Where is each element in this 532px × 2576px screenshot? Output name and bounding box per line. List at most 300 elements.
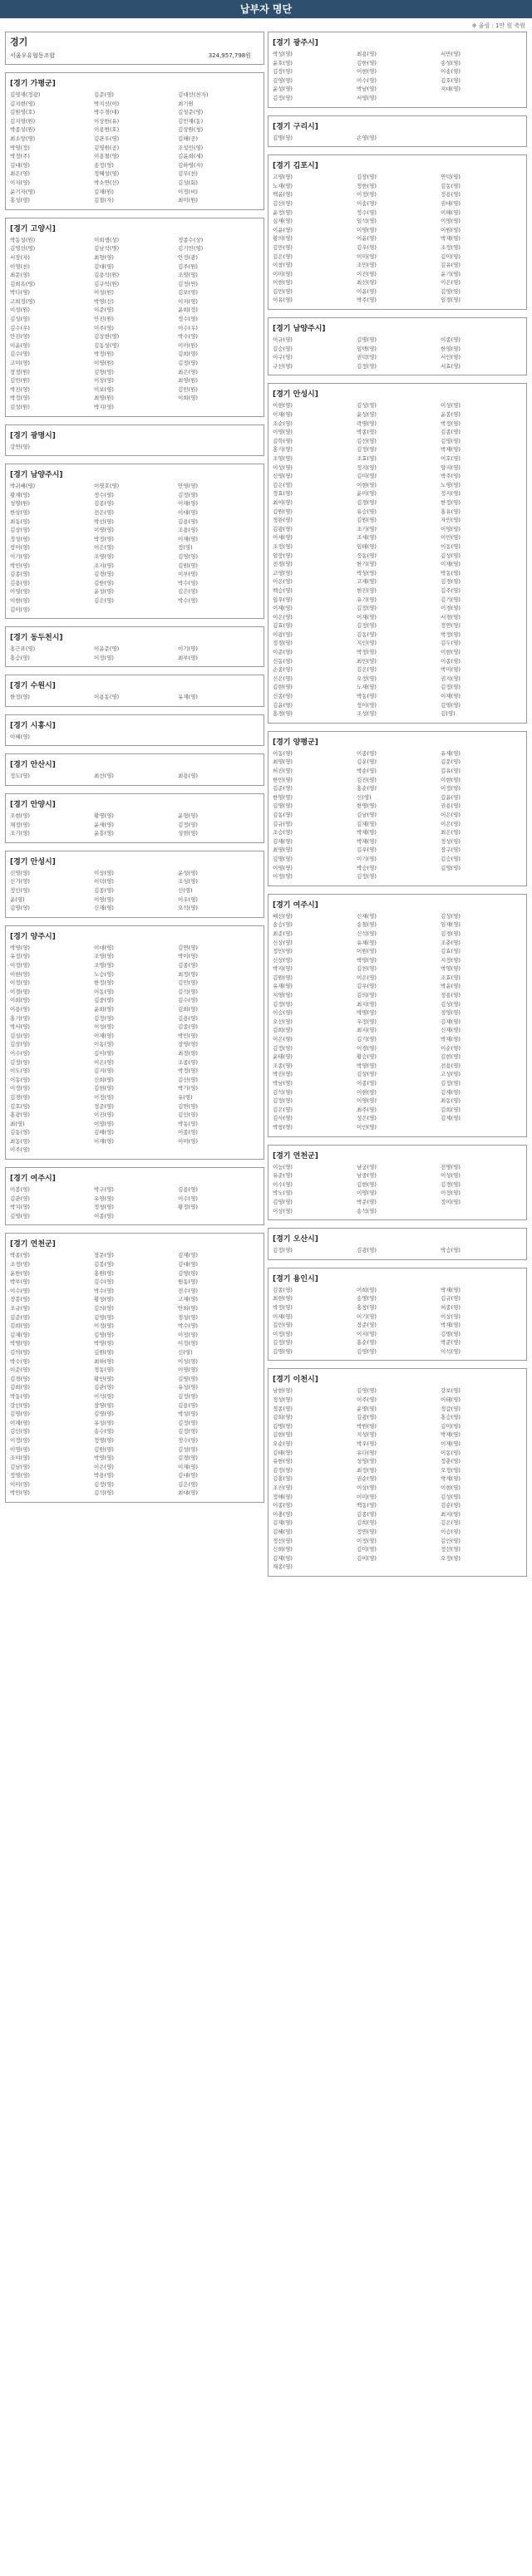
donor-name: 김명(영) (441, 1330, 461, 1337)
donor-name: 이은(영) (441, 279, 461, 287)
donor-name: 김영(영) (178, 552, 198, 560)
donor-name: 이정(영) (94, 1093, 114, 1101)
donor-name: 이현(영) (357, 68, 377, 76)
donor-name: 이미(영) (178, 1137, 198, 1145)
donor-name: 김종(영) (178, 962, 198, 969)
donor-name: 최하(영) (94, 1357, 114, 1365)
donor-name: 정영(영) (10, 1472, 30, 1479)
donor-name: 김영(영) (94, 1411, 114, 1418)
donor-name: 윤희(영) (94, 1005, 114, 1013)
region-title: [경기 구리시] (273, 122, 318, 131)
donor-name: 신재(영) (357, 912, 377, 920)
name-list (6, 943, 264, 1159)
donor-name: 김영(영) (441, 864, 461, 871)
donor-name: 이윤(영) (357, 287, 377, 295)
donor-name: 정혜성(영) (94, 170, 120, 178)
region-section (5, 424, 264, 457)
donor-name: 송철(영) (357, 921, 377, 929)
donor-name: 유한(영) (273, 1458, 293, 1465)
special-label: 서울우유협동조합 (10, 52, 56, 59)
donor-name: 이미(원) (178, 341, 198, 349)
donor-name: 이채(영) (178, 500, 198, 508)
donor-name: 이영호(영) (94, 483, 120, 490)
donor-name: 이현(영) (441, 649, 461, 656)
donor-name: 박정(영) (357, 649, 377, 656)
donor-name: 박민(영) (178, 1032, 198, 1039)
donor-name: 장구(영) (441, 846, 461, 854)
donor-name: 홍순(영) (357, 785, 377, 792)
donor-name: 임석(영) (357, 218, 377, 225)
donor-name: 이은(영) (441, 811, 461, 818)
donor-name: 김수(영) (178, 997, 198, 1004)
donor-name: 최기원 (178, 100, 194, 107)
donor-name: 박수(영) (178, 579, 198, 586)
donor-name: 이수(영) (178, 1195, 198, 1202)
donor-name: 임경(영) (441, 297, 461, 304)
donor-name: 이영(영) (10, 588, 30, 596)
donor-name: 한정(영) (94, 979, 114, 987)
region-section (5, 753, 264, 786)
donor-name: 홍순(영) (357, 1339, 377, 1347)
donor-name: 서인(영) (441, 354, 461, 361)
donor-name: 홍기(영) (10, 1014, 30, 1022)
donor-name: 김상(영) (10, 527, 30, 534)
donor-name: 서영(영) (357, 94, 377, 101)
donor-name: 조세(영) (357, 534, 377, 542)
donor-name: 김영선(영) (10, 245, 36, 253)
donor-name: 최영(원) (94, 395, 114, 402)
donor-name: 김주(영) (441, 586, 461, 594)
donor-name: 이은(영) (94, 1058, 114, 1066)
donor-name: 최민(영) (357, 657, 377, 665)
donor-name: 김봉(영) (94, 1261, 114, 1268)
donor-name: 전명(영) (441, 1163, 461, 1170)
donor-name: 김윤희(세) (178, 153, 204, 160)
donor-name: 김정(영) (10, 1058, 30, 1066)
donor-name: 김혜(영) (273, 1528, 293, 1535)
donor-name: 박승(영) (441, 1247, 461, 1254)
donor-name: 김성(영) (357, 402, 377, 410)
donor-name: 김효(영) (441, 948, 461, 955)
donor-name: 이영(영) (273, 429, 293, 436)
donor-name: 김영(영) (10, 905, 30, 912)
donor-name: 김정(영) (273, 1097, 293, 1105)
donor-name: 김희(영) (441, 1106, 461, 1113)
donor-name: 이종(영) (178, 1129, 198, 1136)
donor-name: 이은(영) (357, 974, 377, 981)
donor-name: 이은(영) (94, 1463, 114, 1470)
donor-name: 김지(영) (94, 1067, 114, 1075)
region-section (5, 793, 264, 843)
donor-name: 최소망(영) (10, 135, 36, 142)
donor-name: 김진(영) (357, 776, 377, 783)
donor-name: 김현(영) (273, 684, 293, 691)
donor-name: 한명(영) (357, 802, 377, 810)
donor-name: 이성(영) (441, 1172, 461, 1180)
name-list (268, 172, 526, 309)
donor-name: 이재(영) (441, 561, 461, 568)
donor-name: 김미(영) (441, 1422, 461, 1430)
donor-name: 자민(영) (441, 517, 461, 524)
donor-name: 임우(영) (273, 596, 293, 603)
donor-name: 김정(영) (178, 491, 198, 498)
donor-name: 한영(영) (441, 345, 461, 352)
donor-name: 김성(영) (10, 316, 30, 323)
donor-name: 이인(영) (357, 1123, 377, 1131)
donor-name: 김정(영) (178, 1392, 198, 1400)
region-section (5, 464, 264, 619)
donor-name: 이대(영) (94, 944, 114, 951)
donor-name: 박명(영) (357, 1009, 377, 1017)
donor-name: 김유(영) (441, 768, 461, 774)
donor-name: 김민(영) (273, 1322, 293, 1329)
donor-name: 이영(영) (357, 226, 377, 233)
donor-name: 최용(영) (357, 51, 377, 57)
donor-name: 박성(영) (178, 1411, 198, 1418)
name-list (6, 442, 264, 456)
donor-name: 김효(영) (273, 622, 293, 630)
donor-name: 이현(영) (441, 776, 461, 783)
name-list (6, 1250, 264, 1502)
donor-name: 안정(광) (178, 253, 198, 261)
donor-name: 안진(원) (94, 316, 114, 323)
donor-name: 조기(영) (357, 525, 377, 532)
donor-name: 윤형(영) (178, 812, 198, 820)
donor-name: 정종(영) (273, 1405, 293, 1412)
donor-name: 이순(영) (441, 1044, 461, 1052)
donor-name: 정(영) (178, 544, 193, 552)
donor-name: 김경(영) (10, 1093, 30, 1101)
donor-name: 박서(영) (10, 1023, 30, 1031)
region-section (268, 1145, 527, 1221)
name-list (6, 868, 264, 917)
donor-name: 고미(영) (10, 360, 30, 367)
donor-name: 정도(영) (10, 773, 30, 780)
donor-name: 최부(영) (178, 654, 198, 661)
donor-name: 전수(영) (178, 1287, 198, 1294)
region-title: [경기 광명시] (10, 431, 56, 440)
donor-name: 신영(영) (10, 869, 30, 876)
donor-name: 박선(영) (94, 518, 114, 525)
donor-name: 김미(영) (357, 1554, 377, 1562)
donor-name: 조춘(영) (441, 939, 461, 946)
donor-name: 김관(영) (94, 1384, 114, 1391)
donor-name: 조성민(영) (178, 144, 204, 151)
name-list (6, 811, 264, 842)
donor-name: 이윤(영) (10, 341, 30, 349)
donor-name: 이지(영) (178, 297, 198, 305)
region-section (268, 731, 527, 886)
donor-name: 정완(영) (273, 517, 293, 524)
donor-name: 이경(영) (357, 1044, 377, 1052)
donor-name: 홍성(영) (10, 197, 30, 204)
donor-name: 안희(영) (178, 1305, 198, 1312)
donor-name: 김종(영) (94, 500, 114, 508)
donor-name: 김경(영) (10, 1375, 30, 1382)
name-list (6, 771, 264, 785)
donor-name: 이재(영) (273, 605, 293, 612)
name-list (268, 49, 526, 107)
donor-name: 정민(영) (273, 948, 293, 955)
donor-name: 최동(영) (10, 518, 30, 525)
donor-name: 김희(영) (273, 1414, 293, 1421)
donor-name: 이윤(영) (357, 235, 377, 243)
donor-name: 윤성(영) (178, 869, 198, 876)
donor-name: 김민(원) (10, 377, 30, 385)
donor-name: 이현(영) (10, 596, 30, 604)
donor-name: 정해(영) (273, 1493, 293, 1500)
donor-name: 박정(주) (10, 153, 30, 160)
donor-name: 조규(영) (10, 1305, 30, 1312)
donor-name: 박수(영) (10, 1357, 30, 1365)
donor-name: 이창(영) (273, 262, 293, 269)
donor-name: 이능(영) (273, 1163, 293, 1170)
donor-name: 정선(영) (441, 1546, 461, 1553)
donor-name: 이희(영) (357, 1286, 377, 1293)
donor-name: 정동(영) (94, 1367, 114, 1374)
donor-name: 지성(영) (357, 1431, 377, 1439)
donor-name: 김규(영) (273, 820, 293, 827)
donor-name: 김사(영) (273, 1115, 293, 1122)
donor-name: 김정(영) (178, 1419, 198, 1426)
donor-name: 이준(영) (10, 1367, 30, 1374)
donor-name: 권덕(영) (357, 354, 377, 361)
donor-name: 이수(영) (10, 1287, 30, 1294)
donor-name: 정성(영) (441, 837, 461, 845)
donor-name: 김기(영) (441, 596, 461, 603)
donor-name: 김명(영) (273, 134, 293, 141)
donor-name: 정청(영) (94, 1204, 114, 1211)
donor-name: 이정(영) (273, 1330, 293, 1337)
donor-name: 김재(영) (178, 1252, 198, 1259)
donor-name: 김(영) (441, 710, 456, 718)
name-list (6, 732, 264, 746)
donor-name: 이종(영) (441, 336, 461, 344)
donor-name: 김의(영) (94, 1305, 114, 1312)
donor-name: 이상(영) (94, 869, 114, 876)
region-section (5, 32, 264, 65)
donor-name: 김정(영) (178, 1428, 198, 1435)
region-title: [경기 안성시] (273, 390, 318, 400)
region-title: [경기 안양시] (10, 801, 56, 810)
donor-name: 김한(영) (94, 579, 114, 586)
donor-name: 한민(영) (273, 776, 293, 783)
donor-name: 이현(영) (273, 279, 293, 287)
donor-name: 박정(영) (273, 1303, 293, 1311)
donor-name: 최선(영) (94, 773, 114, 780)
donor-name: 박주(영) (441, 473, 461, 480)
donor-name: 박재(영) (441, 1322, 461, 1329)
donor-name: 김지영(원) (10, 117, 36, 125)
region-title: [경기 고양시] (10, 224, 56, 233)
donor-name: 유재(영) (273, 983, 293, 990)
donor-name: 김정(영) (273, 1044, 293, 1052)
donor-name: 유(영) (178, 1093, 193, 1101)
donor-name: 김정(영) (94, 1480, 114, 1488)
donor-name: 안영(영) (178, 483, 198, 490)
donor-name: 김용(영) (178, 518, 198, 525)
donor-name: 홍근표(영) (10, 645, 36, 653)
donor-name: 박동(영) (357, 693, 377, 700)
donor-name: 신(영) (357, 793, 372, 801)
donor-name: 최지(영) (357, 1000, 377, 1008)
donor-name: 이성(원) (10, 307, 30, 314)
donor-name: 성영(영) (357, 1458, 377, 1465)
donor-name: 이종(영) (357, 1080, 377, 1087)
donor-name: 김준(영) (10, 1313, 30, 1321)
donor-name: 김두(영) (441, 640, 461, 647)
donor-name: 이경(영) (10, 988, 30, 995)
donor-name: 이정(영) (357, 191, 377, 199)
donor-name: 박지선(이) (94, 100, 120, 107)
donor-name: 최영(원) (178, 377, 198, 385)
donor-name: 박수(영) (178, 333, 198, 341)
donor-name: 조미(영) (10, 1455, 30, 1462)
donor-name: 박다(영) (10, 289, 30, 297)
donor-name: 권용(영) (441, 802, 461, 810)
donor-name: 김원영(호) (10, 109, 36, 116)
donor-name: 구선(영) (273, 362, 293, 370)
name-list (6, 644, 264, 666)
region-section (5, 1167, 264, 1225)
donor-name: 신상(영) (273, 939, 293, 946)
donor-name: 김정(영) (357, 362, 377, 370)
donor-name: 김상원(청) (178, 126, 204, 134)
donor-name: 김호(영) (10, 1102, 30, 1110)
donor-name: 이은(영) (441, 820, 461, 827)
donor-name: 김상(영) (10, 1041, 30, 1048)
donor-name: 김희옥(영) (10, 280, 36, 287)
donor-name: 김대(영) (94, 263, 114, 270)
donor-name: 유재(영) (357, 939, 377, 946)
donor-name: 박정(영) (178, 1067, 198, 1075)
donor-name: 강보(영) (441, 1387, 461, 1395)
donor-name: 조용(영) (178, 527, 198, 534)
donor-name: 김정(영) (273, 1000, 293, 1008)
donor-name: 정성(영) (10, 535, 30, 542)
donor-name: 김인(영) (441, 1537, 461, 1544)
donor-name: 송성(영) (441, 59, 461, 66)
donor-name: 김경(영) (441, 930, 461, 937)
donor-name: 고재(영) (357, 578, 377, 586)
donor-name: 채종(영) (273, 1563, 293, 1571)
donor-name: 김지현(영) (10, 100, 36, 107)
donor-name: 배선(영) (273, 912, 293, 920)
donor-name: 윤성(영) (273, 86, 293, 93)
region-section (268, 383, 527, 723)
donor-name: 이영(천) (10, 263, 30, 270)
region-section (268, 1228, 527, 1260)
donor-name: 신희(영) (94, 1076, 114, 1083)
donor-name: 이재(영) (178, 535, 198, 542)
donor-name: 김영(영) (357, 1347, 377, 1355)
donor-name: 이영(원) (94, 360, 114, 367)
donor-name: 박진(영) (273, 1071, 293, 1078)
donor-name: 최지(영) (357, 1027, 377, 1034)
donor-name: 최영(영) (273, 846, 293, 854)
donor-name: 김재(영) (441, 1018, 461, 1025)
donor-name: 이영(영) (441, 218, 461, 225)
donor-name: 장정(원) (10, 368, 30, 375)
donor-name: 오정(영) (441, 1554, 461, 1562)
donor-name: 장문(영) (94, 1252, 114, 1259)
donor-name: 이재(영) (273, 411, 293, 419)
donor-name: 정경(영) (273, 640, 293, 647)
donor-name: 이도(영) (10, 1067, 30, 1075)
donor-name: 이정(영) (441, 785, 461, 792)
donor-name: 김영재(정광) (10, 91, 41, 98)
donor-name: 김은(영) (273, 481, 293, 488)
donor-name: 임택(영) (357, 345, 377, 352)
donor-name: 김현(영) (441, 1053, 461, 1061)
donor-name: 조순(영) (273, 420, 293, 427)
donor-name: 장영(영) (178, 1041, 198, 1048)
donor-name: 박정(영) (441, 420, 461, 427)
donor-name: 김대(영) (178, 1261, 198, 1268)
name-list (6, 1185, 264, 1224)
donor-name: 윤호(영) (273, 59, 293, 66)
donor-name: 박재(영) (441, 1036, 461, 1043)
donor-name: 김대(영) (178, 1472, 198, 1479)
donor-name: 장미(영) (10, 544, 30, 552)
donor-name: 김유(영) (441, 262, 461, 269)
donor-name: 윤흥(영) (94, 830, 114, 837)
donor-name: 신은(영) (273, 675, 293, 682)
donor-name: 김익(영) (10, 1348, 30, 1356)
donor-name: 정지(영) (357, 464, 377, 471)
donor-name: 윤명(영) (357, 1405, 377, 1412)
donor-name: 이미(영) (273, 270, 293, 277)
donor-name: 최영(영) (273, 758, 293, 766)
donor-name: 조성(영) (178, 878, 198, 886)
donor-name: 김정(영) (178, 821, 198, 828)
region-title: [경기 시흥시] (10, 721, 56, 730)
donor-name: 정성(영) (178, 1313, 198, 1321)
donor-name: 정준(영) (94, 1102, 114, 1110)
region-title: [경기 광주시] (273, 39, 318, 47)
donor-name: 최선(영) (357, 279, 377, 287)
donor-name: 이동(영) (273, 749, 293, 757)
donor-name: 이수(영) (10, 1049, 30, 1057)
donor-name: 이성(영) (94, 1023, 114, 1031)
donor-name: 김영(영) (273, 76, 293, 84)
donor-name: 김보(영) (178, 289, 198, 297)
region-section (268, 1368, 527, 1576)
donor-name: 정연(영) (357, 1528, 377, 1535)
donor-name: 김희(영) (10, 1322, 30, 1330)
region-section (5, 851, 264, 918)
donor-name: 정성(영) (273, 1396, 293, 1404)
donor-name: 정춘(영) (441, 1458, 461, 1465)
name-list (268, 1386, 526, 1575)
donor-name: 조영(영) (178, 272, 198, 279)
donor-name: 김윤(영) (441, 793, 461, 801)
donor-name: 조정(영) (273, 542, 293, 550)
donor-name: 유성(영) (178, 1384, 198, 1391)
donor-name: 황의(영) (273, 235, 293, 243)
donor-name: 채정(영) (10, 821, 30, 828)
donor-name: 김민(영) (178, 979, 198, 987)
donor-name: 이현(영) (441, 1484, 461, 1491)
donor-name: 이상한(유) (94, 117, 120, 125)
donor-name: 김희(영) (10, 1384, 30, 1391)
region-section (268, 155, 527, 310)
donor-name: 이상(영) (273, 1207, 293, 1214)
donor-name: 이송(영) (357, 199, 377, 207)
donor-name: 윤성(영) (94, 588, 114, 596)
name-list (6, 90, 264, 209)
donor-name: 이정(영) (357, 1537, 377, 1544)
